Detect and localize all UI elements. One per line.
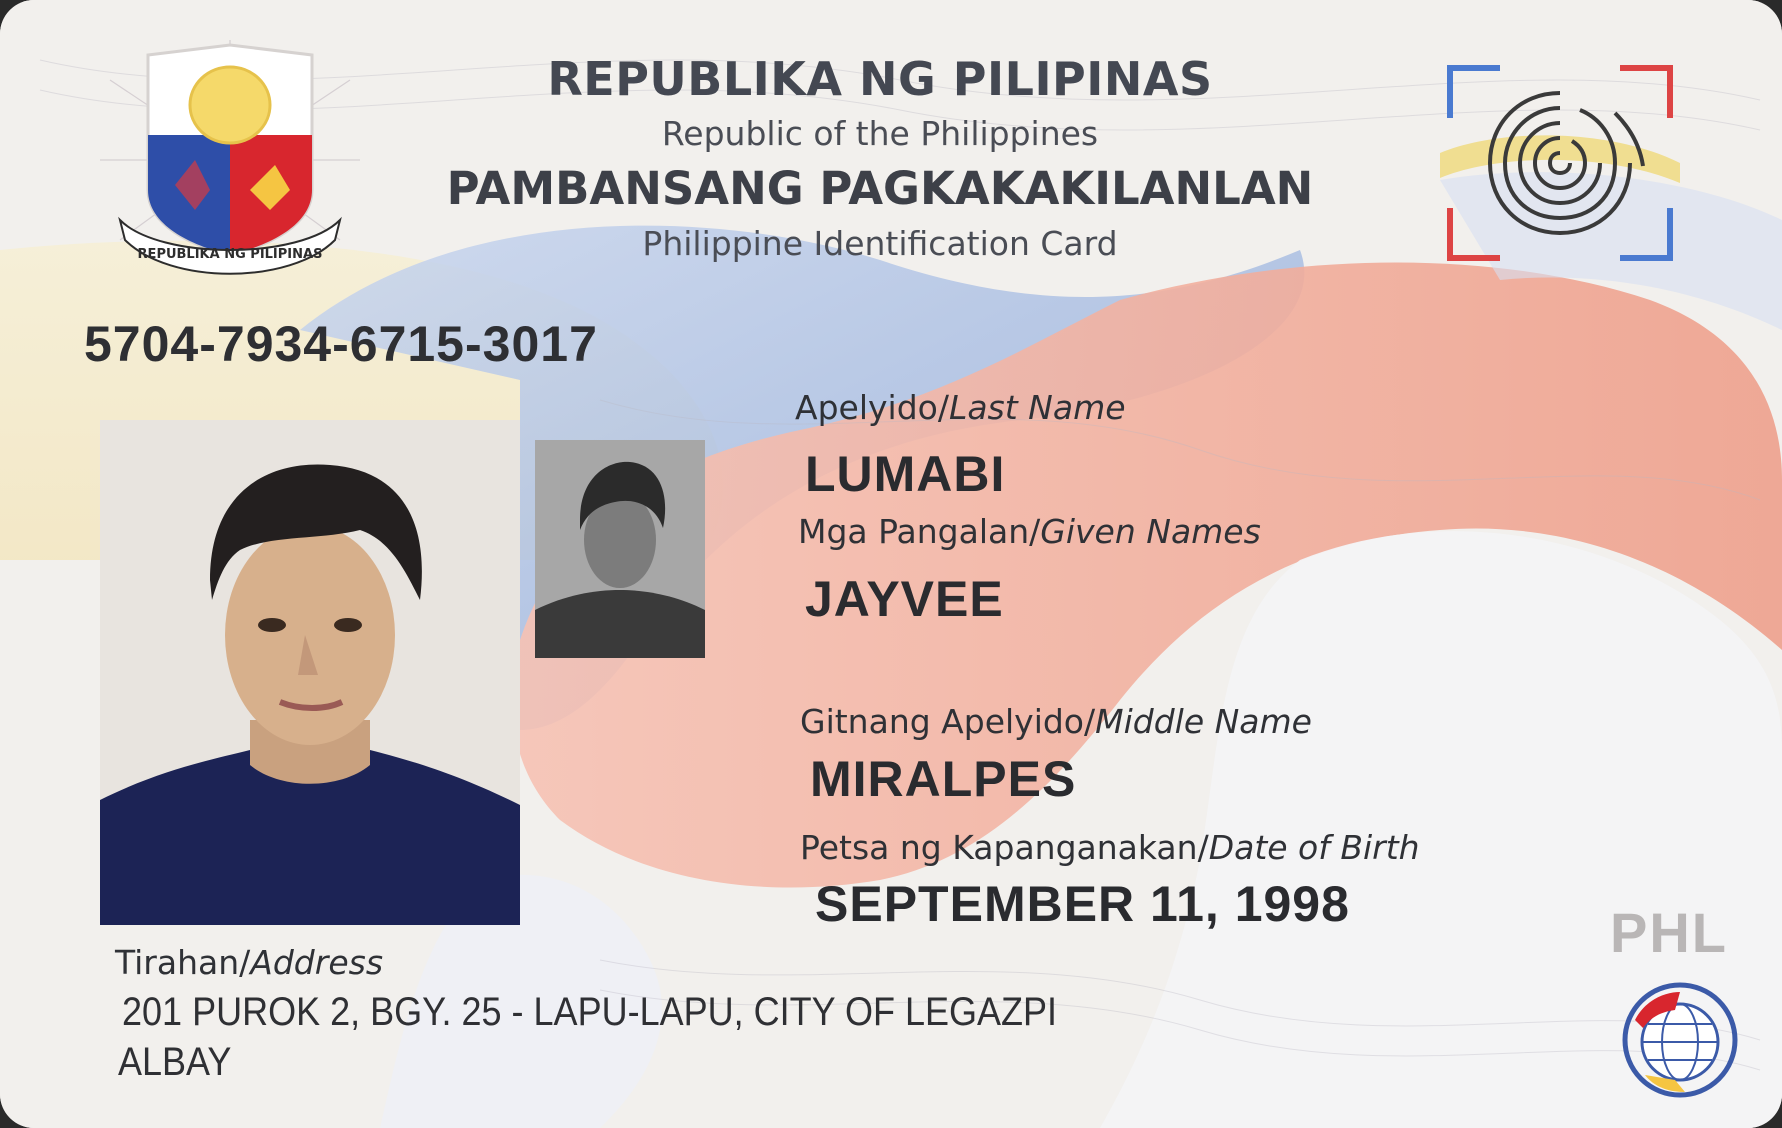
address-label: Tirahan/Address (115, 943, 384, 982)
middle-name-value: MIRALPES (810, 751, 1077, 807)
country-name-english: Republic of the Philippines (661, 114, 1099, 153)
last-name-value: LUMABI (805, 446, 1006, 502)
holder-photo (100, 420, 520, 925)
fingerprint-icon (1440, 58, 1680, 273)
last-name-label: Apelyido/Last Name (795, 388, 1126, 427)
middle-name-label: Gitnang Apelyido/Middle Name (800, 702, 1312, 741)
seal-ribbon-text: REPUBLIKA NG PILIPINAS (137, 247, 323, 262)
card-number: 5704-7934-6715-3017 (84, 316, 598, 372)
country-code: PHL (1610, 901, 1728, 964)
globe-logo-icon (1615, 980, 1745, 1100)
given-names-label: Mga Pangalan/Given Names (798, 512, 1261, 551)
given-names-value: JAYVEE (805, 571, 1004, 627)
date-of-birth-value: SEPTEMBER 11, 1998 (815, 876, 1350, 932)
card-title-english: Philippine Identification Card (642, 224, 1118, 263)
ghost-photo (535, 440, 705, 658)
country-name-filipino: REPUBLIKA NG PILIPINAS (547, 52, 1213, 106)
card-title-filipino: PAMBANSANG PAGKAKAKILANLAN (446, 162, 1314, 215)
address-line-1: 201 PUROK 2, BGY. 25 - LAPU-LAPU, CITY OF LEGAZPI (122, 990, 1058, 1034)
philippine-coat-of-arms-icon (100, 40, 360, 290)
address-line-2: ALBAY (118, 1040, 232, 1084)
date-of-birth-label: Petsa ng Kapanganakan/Date of Birth (800, 828, 1420, 867)
